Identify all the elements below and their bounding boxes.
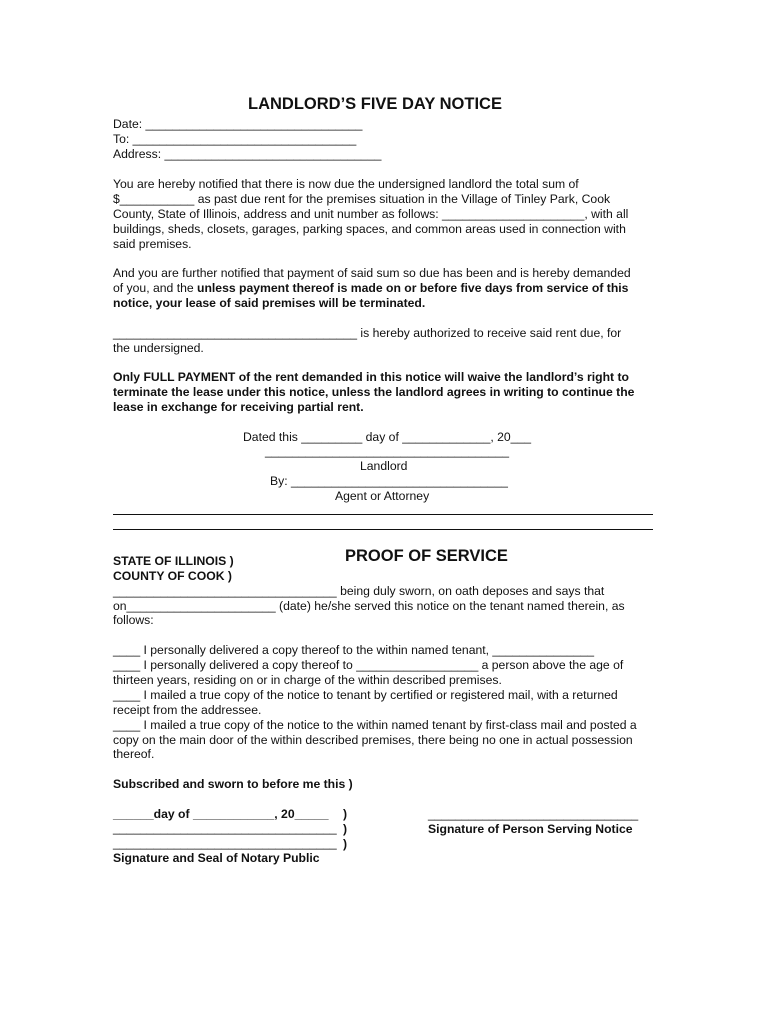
service-option-line: ____ I personally delivered a copy thereof to __________________ a person above the age of <box>113 658 624 672</box>
landlord-label: Landlord <box>360 459 408 473</box>
service-option-line: receipt from the addressee. <box>113 703 262 717</box>
full-payment-paragraph-line: Only FULL PAYMENT of the rent demanded in this notice will waive the landlord’s right to <box>113 370 629 384</box>
bracket-paren: ) <box>343 837 348 851</box>
divider-rule <box>113 514 653 515</box>
divider-rule <box>113 529 653 530</box>
notice-paragraph-line: County, State of Illinois, address and unit number as follows: _____________________, with all <box>113 207 629 221</box>
notice-paragraph-line: buildings, sheds, closets, garages, parking spaces, and common areas used in connection with <box>113 222 626 236</box>
to-field: To: _________________________________ <box>113 132 357 146</box>
bracket-paren: ) <box>343 822 348 836</box>
notice-paragraph-line: You are hereby notified that there is now due the undersigned landlord the total sum of <box>113 177 579 191</box>
proof-of-service-title: PROOF OF SERVICE <box>345 547 508 565</box>
demand-paragraph-line: And you are further notified that payment of said sum so due has been and is hereby demanded <box>113 266 631 280</box>
subscribed-label: Subscribed and sworn to before me this ) <box>113 777 353 791</box>
authorized-paragraph-line: ____________________________________ is hereby authorized to receive said rent due, for <box>113 326 622 340</box>
agent-label: Agent or Attorney <box>335 489 430 503</box>
demand-paragraph-line <box>113 281 628 296</box>
service-option-line: ____ I personally delivered a copy thereof to the within named tenant, _______________ <box>113 643 595 657</box>
notary-signature-line: _________________________________ <box>113 821 337 835</box>
by-signature-line: By: ________________________________ <box>270 474 508 488</box>
full-payment-paragraph-line: lease in exchange for receiving partial rent. <box>113 400 364 414</box>
demand-bold-text: unless payment thereof is made on or before five days from service of this <box>197 281 629 295</box>
sworn-statement-line: _________________________________ being duly sworn, on oath deposes and says that <box>113 584 605 598</box>
service-option-line: thereof. <box>113 747 155 761</box>
service-option-line: copy on the main door of the within described premises, there being no one in actual possession <box>113 733 633 747</box>
service-option-line: ____ I mailed a true copy of the notice to the within named tenant by first-class mail and posted a <box>113 718 637 732</box>
dated-line: Dated this _________ day of _____________, 20___ <box>243 430 532 444</box>
demand-plain-text: of you, and the <box>113 281 198 295</box>
notary-label: Signature and Seal of Notary Public <box>113 851 320 865</box>
server-signature-line: _______________________________ <box>428 807 639 821</box>
page-title: LANDLORD’S FIVE DAY NOTICE <box>248 95 502 113</box>
notary-day-line: ______day of ____________, 20_____ <box>113 807 329 821</box>
notice-paragraph-line: $___________ as past due rent for the premises situation in the Village of Tinley Park, Cook <box>113 192 611 206</box>
notary-signature-line: _________________________________ <box>113 836 337 850</box>
landlord-signature-line: ____________________________________ <box>265 444 510 458</box>
full-payment-paragraph-line: terminate the lease under this notice, unless the landlord agrees in writing to continue the <box>113 385 635 399</box>
state-label: STATE OF ILLINOIS ) <box>113 554 234 568</box>
bracket-paren: ) <box>343 807 348 821</box>
sworn-statement-line: follows: <box>113 613 154 627</box>
address-field: Address: ________________________________ <box>113 147 382 161</box>
server-signature-label: Signature of Person Serving Notice <box>428 822 633 836</box>
county-label: COUNTY OF COOK ) <box>113 569 232 583</box>
service-option-line: thirteen years, residing on or in charge of the within described premises. <box>113 673 502 687</box>
date-field: Date: ________________________________ <box>113 117 363 131</box>
authorized-paragraph-line: the undersigned. <box>113 341 204 355</box>
notice-paragraph-line: said premises. <box>113 237 192 251</box>
sworn-statement-line: on______________________ (date) he/she served this notice on the tenant named therein, as <box>113 599 625 613</box>
demand-paragraph-line: notice, your lease of said premises will be terminated. <box>113 296 426 310</box>
service-option-line: ____ I mailed a true copy of the notice to tenant by certified or registered mail, with a returned <box>113 688 618 702</box>
